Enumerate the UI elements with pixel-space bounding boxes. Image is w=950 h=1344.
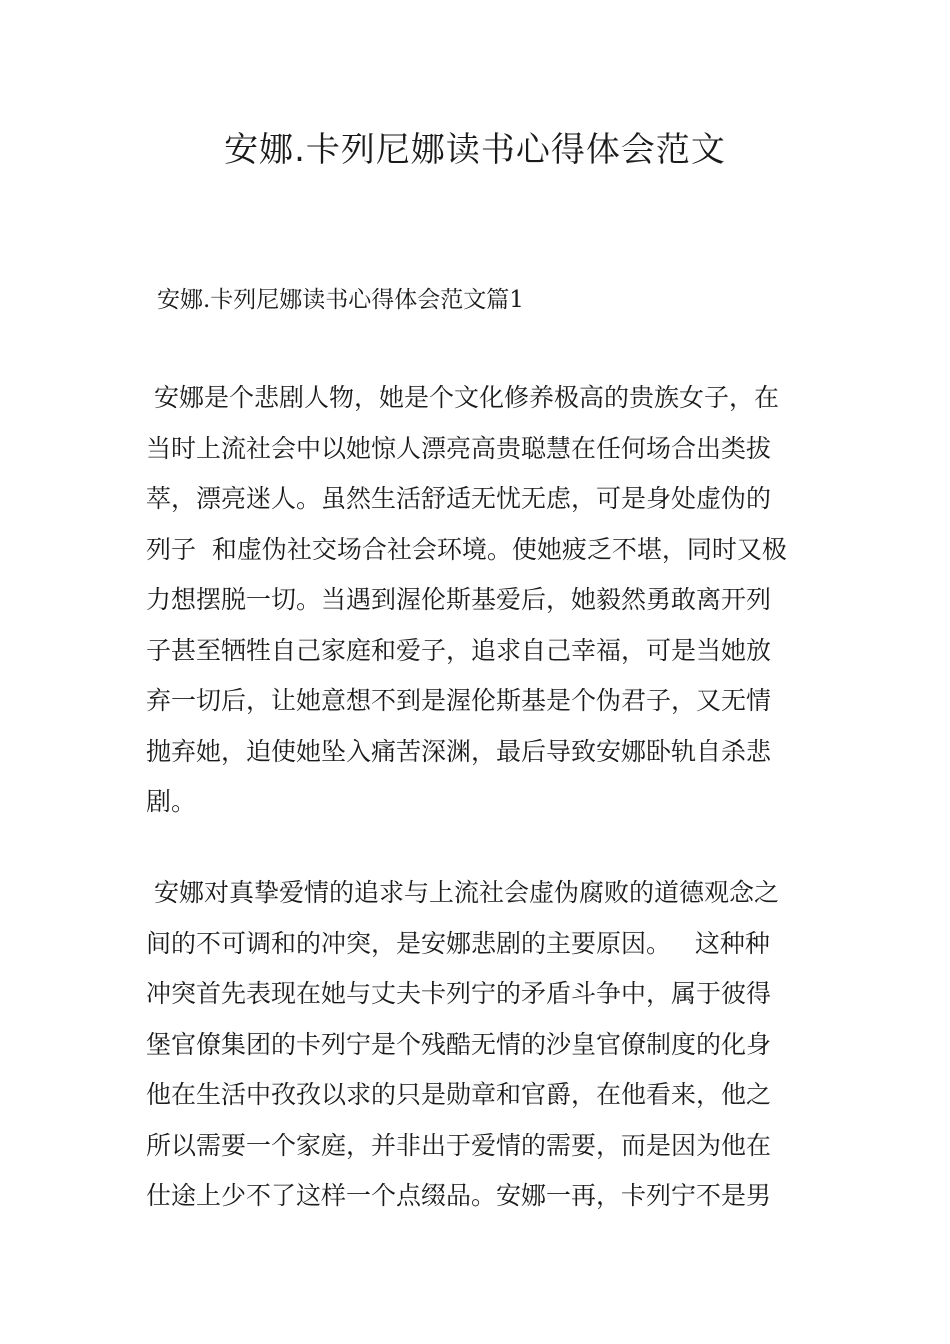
- paragraph-line: 子甚至牺牲自己家庭和爱子，追求自己幸福，可是当她放: [146, 635, 772, 665]
- paragraph-line: 当时上流社会中以她惊人漂亮高贵聪慧在任何场合出类拔: [146, 433, 772, 463]
- paragraph-line: 力想摆脱一切。当遇到渥伦斯基爱后，她毅然勇敢离开列: [146, 585, 772, 614]
- paragraph-line: 安娜对真挚爱情的追求与上流社会虚伪腐败的道德观念之: [146, 878, 779, 907]
- paragraph-line: 堡官僚集团的卡列宁是个残酷无情的沙皇官僚制度的化身: [146, 1029, 772, 1059]
- paragraph-line: 他在生活中孜孜以求的只是勋章和官爵，在他看来，他之: [146, 1080, 772, 1109]
- paragraph-line: 萃，漂亮迷人。虽然生活舒适无忧无虑，可是身处虚伪的: [146, 484, 772, 513]
- paragraph-line: 安娜是个悲剧人物，她是个文化修养极高的贵族女子，在: [146, 383, 779, 412]
- paragraph-line: 剧。: [146, 787, 197, 816]
- paragraph-line: 列子 和虚伪社交场合社会环境。使她疲乏不堪，同时又极: [146, 534, 787, 564]
- page-title: 安娜.卡列尼娜读书心得体会范文: [224, 130, 726, 170]
- paragraph-line: 仕途上少不了这样一个点缀品。安娜一再，卡列宁不是男: [146, 1181, 772, 1210]
- paragraph-line: 冲突首先表现在她与丈夫卡列宁的矛盾斗争中，属于彼得: [146, 979, 772, 1008]
- paragraph-line: 抛弃她，迫使她坠入痛苦深渊，最后导致安娜卧轨自杀悲: [146, 736, 772, 766]
- paragraph-line: 弃一切后，让她意想不到是渥伦斯基是个伪君子，又无情: [146, 686, 772, 715]
- paragraph-line: 所以需要一个家庭，并非出于爱情的需要，而是因为他在: [146, 1130, 772, 1160]
- section-heading: 安娜.卡列尼娜读书心得体会范文篇1: [157, 287, 524, 313]
- paragraph: [146, 868, 810, 1222]
- paragraph: [146, 373, 810, 828]
- paragraph-line: 间的不可调和的冲突，是安娜悲剧的主要原因。 这种种: [146, 928, 770, 958]
